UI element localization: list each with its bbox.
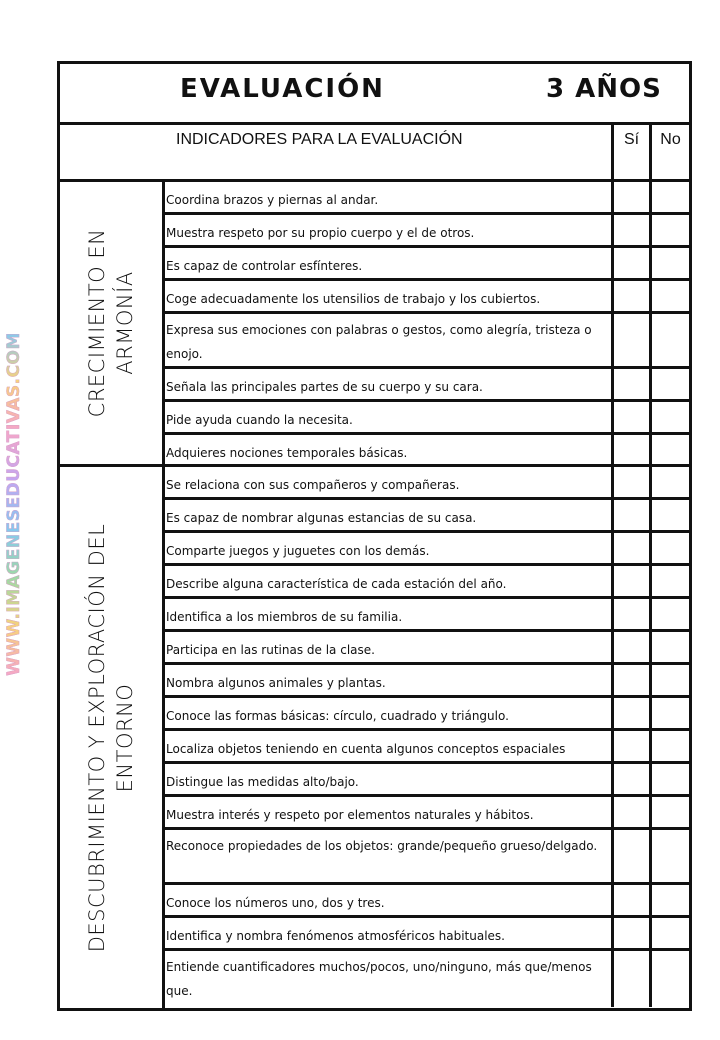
indicator-text: Distingue las medidas alto/bajo. xyxy=(166,775,359,789)
yes-checkbox-cell[interactable] xyxy=(611,215,649,245)
indicator-text: Localiza objetos teniendo en cuenta algunos conceptos espaciales xyxy=(166,742,566,756)
no-checkbox-cell[interactable] xyxy=(649,435,689,464)
indicator-text: Conoce las formas básicas: círculo, cuadrado y triángulo. xyxy=(166,709,509,723)
table-row xyxy=(162,182,689,215)
no-column-header xyxy=(649,125,689,179)
yes-checkbox-cell[interactable] xyxy=(611,500,649,530)
table-row xyxy=(162,435,689,467)
indicator-text: Muestra interés y respeto por elementos naturales y hábitos. xyxy=(166,808,534,822)
yes-checkbox-cell[interactable] xyxy=(611,764,649,794)
yes-checkbox-cell[interactable] xyxy=(611,632,649,662)
table-row xyxy=(162,533,689,566)
no-checkbox-cell[interactable] xyxy=(649,830,689,882)
table-row xyxy=(162,951,689,1007)
table-row xyxy=(162,566,689,599)
no-checkbox-cell[interactable] xyxy=(649,281,689,311)
indicator-text: Expresa sus emociones con palabras o gestos, como alegría, tristeza o enojo. xyxy=(166,323,592,361)
table-row xyxy=(162,369,689,402)
watermark xyxy=(2,332,26,676)
indicator-text: Participa en las rutinas de la clase. xyxy=(166,643,375,657)
indicator-text: Nombra algunos animales y plantas. xyxy=(166,676,386,690)
section-label-descubrimiento xyxy=(60,467,165,1008)
section-label-text xyxy=(83,523,139,952)
no-checkbox-cell[interactable] xyxy=(649,951,689,1007)
no-checkbox-cell[interactable] xyxy=(649,533,689,563)
section-label-crecimiento xyxy=(60,182,165,467)
table-row xyxy=(162,830,689,885)
no-checkbox-cell[interactable] xyxy=(649,885,689,915)
yes-checkbox-cell[interactable] xyxy=(611,314,649,366)
indicator-text: Describe alguna característica de cada estación del año. xyxy=(166,577,507,591)
indicator-text: Conoce los números uno, dos y tres. xyxy=(166,896,385,910)
table-header xyxy=(60,125,689,182)
yes-checkbox-cell[interactable] xyxy=(611,533,649,563)
section-label-text xyxy=(83,229,139,418)
no-label: No xyxy=(660,131,681,148)
section-label-line: DESCUBRIMIENTO Y EXPLORACIÓN DEL xyxy=(85,523,109,952)
title-row xyxy=(60,64,689,125)
no-checkbox-cell[interactable] xyxy=(649,797,689,827)
yes-label: Sí xyxy=(623,131,640,148)
yes-checkbox-cell[interactable] xyxy=(611,797,649,827)
age-label: 3 AÑOS xyxy=(546,74,662,104)
yes-column-header xyxy=(611,125,649,179)
table-row xyxy=(162,885,689,918)
table-row xyxy=(162,599,689,632)
yes-checkbox-cell[interactable] xyxy=(611,402,649,432)
no-checkbox-cell[interactable] xyxy=(649,248,689,278)
yes-checkbox-cell[interactable] xyxy=(611,248,649,278)
yes-checkbox-cell[interactable] xyxy=(611,599,649,629)
table-row xyxy=(162,698,689,731)
no-checkbox-cell[interactable] xyxy=(649,467,689,497)
indicator-text: Coge adecuadamente los utensilios de trabajo y los cubiertos. xyxy=(166,292,541,306)
table-row xyxy=(162,215,689,248)
no-checkbox-cell[interactable] xyxy=(649,314,689,366)
yes-checkbox-cell[interactable] xyxy=(611,182,649,212)
watermark-text: WWW.IMAGENESEDUCATIVAS.COM xyxy=(4,332,24,676)
table-row xyxy=(162,731,689,764)
indicators-header: INDICADORES PARA LA EVALUACIÓN xyxy=(176,131,463,148)
table-row xyxy=(162,665,689,698)
table-row xyxy=(162,918,689,951)
yes-checkbox-cell[interactable] xyxy=(611,698,649,728)
page-title: EVALUACIÓN xyxy=(180,74,385,104)
table-row xyxy=(162,281,689,314)
table-row xyxy=(162,632,689,665)
table-row xyxy=(162,402,689,435)
no-checkbox-cell[interactable] xyxy=(649,402,689,432)
section-label-line: ARMONÍA xyxy=(113,271,137,375)
yes-checkbox-cell[interactable] xyxy=(611,885,649,915)
no-checkbox-cell[interactable] xyxy=(649,918,689,948)
indicator-text: Comparte juegos y juguetes con los demás. xyxy=(166,544,430,558)
table-row xyxy=(162,764,689,797)
yes-checkbox-cell[interactable] xyxy=(611,731,649,761)
no-checkbox-cell[interactable] xyxy=(649,632,689,662)
no-checkbox-cell[interactable] xyxy=(649,764,689,794)
section-label-line: CRECIMIENTO EN xyxy=(85,228,109,418)
no-checkbox-cell[interactable] xyxy=(649,182,689,212)
no-checkbox-cell[interactable] xyxy=(649,215,689,245)
yes-checkbox-cell[interactable] xyxy=(611,435,649,464)
no-checkbox-cell[interactable] xyxy=(649,665,689,695)
no-checkbox-cell[interactable] xyxy=(649,731,689,761)
table-row xyxy=(162,314,689,369)
indicator-text: Muestra respeto por su propio cuerpo y el de otros. xyxy=(166,226,475,240)
table-row xyxy=(162,500,689,533)
yes-checkbox-cell[interactable] xyxy=(611,951,649,1007)
indicator-text: Adquieres nociones temporales básicas. xyxy=(166,446,408,460)
yes-checkbox-cell[interactable] xyxy=(611,665,649,695)
indicator-text: Identifica y nombra fenómenos atmosféricos habituales. xyxy=(166,929,505,943)
yes-checkbox-cell[interactable] xyxy=(611,918,649,948)
indicator-text: Señala las principales partes de su cuerpo y su cara. xyxy=(166,380,483,394)
table-row xyxy=(162,248,689,281)
indicator-text: Pide ayuda cuando la necesita. xyxy=(166,413,353,427)
section-label-line: ENTORNO xyxy=(113,683,137,792)
table-row xyxy=(162,467,689,500)
table-row xyxy=(162,797,689,830)
indicator-text: Coordina brazos y piernas al andar. xyxy=(166,193,379,207)
indicator-text: Es capaz de controlar esfínteres. xyxy=(166,259,363,273)
indicator-text: Se relaciona con sus compañeros y compañeras. xyxy=(166,478,460,492)
yes-checkbox-cell[interactable] xyxy=(611,566,649,596)
indicator-text: Identifica a los miembros de su familia. xyxy=(166,610,403,624)
indicator-text: Entiende cuantificadores muchos/pocos, uno/ninguno, más que/menos que. xyxy=(166,960,592,998)
no-checkbox-cell[interactable] xyxy=(649,369,689,399)
no-checkbox-cell[interactable] xyxy=(649,599,689,629)
yes-checkbox-cell[interactable] xyxy=(611,830,649,882)
yes-checkbox-cell[interactable] xyxy=(611,369,649,399)
indicator-text: Es capaz de nombrar algunas estancias de su casa. xyxy=(166,511,477,525)
evaluation-sheet xyxy=(57,61,692,1011)
indicator-text: Reconoce propiedades de los objetos: grande/pequeño grueso/delgado. xyxy=(166,839,598,853)
no-checkbox-cell[interactable] xyxy=(649,566,689,596)
no-checkbox-cell[interactable] xyxy=(649,698,689,728)
yes-checkbox-cell[interactable] xyxy=(611,467,649,497)
yes-checkbox-cell[interactable] xyxy=(611,281,649,311)
no-checkbox-cell[interactable] xyxy=(649,500,689,530)
